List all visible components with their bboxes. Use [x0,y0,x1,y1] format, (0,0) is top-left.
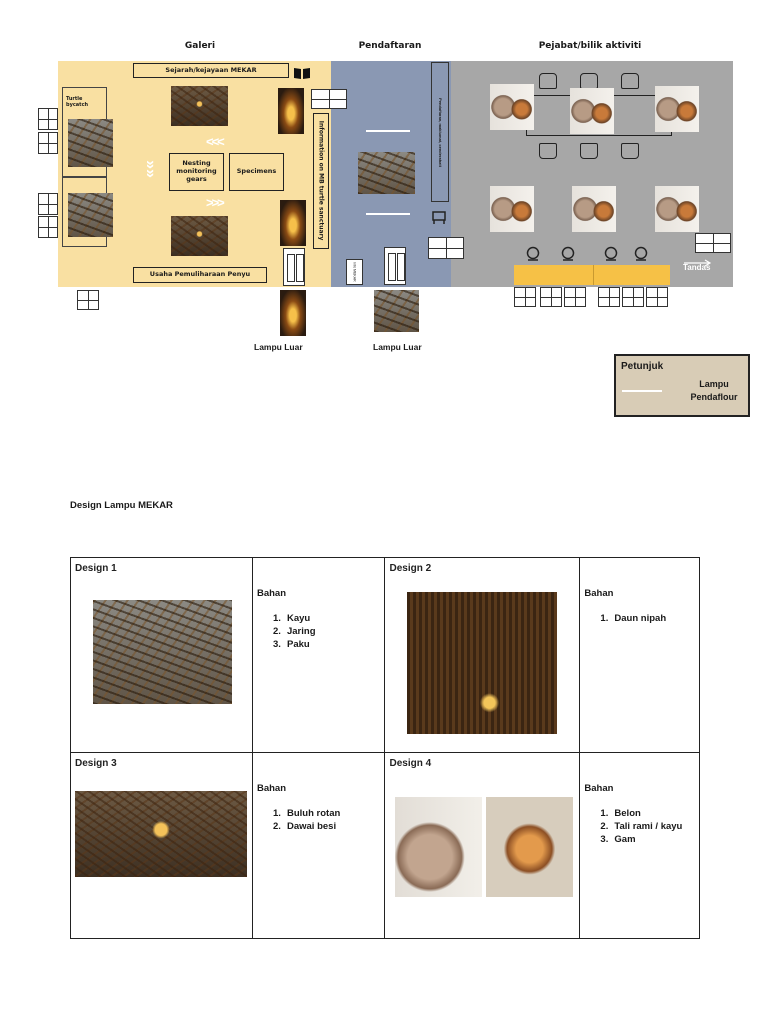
material-item: 2. Tali rami / kayu [600,821,683,832]
pendaftaran-title: Pendaftaran [358,41,422,51]
window [646,287,668,307]
window [38,216,58,238]
chair-icon [621,143,639,159]
material-item: 1. Kayu [272,613,311,624]
material-item: 3. Paku [272,639,310,650]
design-photo-4b [486,797,573,897]
lamp-photo-galeri-left-1 [68,119,113,167]
lamp-photo-galeri-right-1 [278,88,304,134]
design-title-1: Design 1 [75,563,117,574]
stool-icon [603,246,619,262]
design-photo-3 [75,791,247,877]
materials-list-4 [600,808,695,845]
info-kiosk: Info MEKAR [346,259,363,285]
door-pendaftaran[interactable] [384,247,406,285]
window [38,132,58,154]
design-cell-3 [71,753,253,939]
chair-icon [580,73,598,89]
sejarah-label: Sejarah/kejayaan MEKAR [133,63,289,78]
window [77,290,99,310]
chair-icon [539,73,557,89]
nesting-label: Nesting monitoring gears [169,153,224,191]
lamp-photo-outside-2 [374,290,419,332]
design-photo-4 [395,797,575,897]
pejabat-title: Pejabat/bilik aktiviti [538,41,642,51]
design-cell-4 [385,753,580,939]
material-item: 1. Belon [600,808,641,819]
window [514,287,536,307]
lampu-luar-label-2: Lampu Luar [373,342,422,352]
material-item: 1. Daun nipah [600,613,667,624]
specimens-label: Specimens [229,153,284,191]
design-photo-4a [395,797,482,897]
chair-icon [431,211,449,225]
lamp-photo-galeri-right-2 [280,200,306,246]
design-table [70,557,700,939]
bahan-cell-3 [252,753,384,939]
usaha-label: Usaha Pemuliharaan Penyu [133,267,267,283]
legend-item-label: Lampu Pendaflour [690,379,738,402]
design-title-3: Design 3 [75,758,117,769]
lamp-photo-galeri-top [171,86,228,126]
lamp-photo-pejabat-3 [655,86,699,132]
window [38,108,58,130]
design-title-2: Design 2 [389,563,432,574]
pendaftaran-counter-label: Pendaftaran, maklumat, cenderahati [437,97,443,167]
lampu-luar-label-1: Lampu Luar [254,342,303,352]
lamp-photo-pejabat-5 [572,186,616,232]
legend-box [614,354,750,417]
design-photo-1 [93,600,232,704]
lamp-photo-pejabat-1 [490,84,534,130]
tandas-label: Tandas [683,263,711,272]
materials-list-1 [273,613,380,650]
window [622,287,644,307]
bahan-label-3: Bahan [256,783,287,794]
galeri-title: Galeri [184,41,216,51]
chair-icon [621,73,639,89]
counter-divider [593,265,594,285]
arrow-right-icon: >>> [206,195,223,210]
design-heading: Design Lampu MEKAR [70,500,173,511]
fluorescent-lamp [366,130,410,132]
turtle-bycatch-label: Turtle bycatch [66,96,89,108]
arrow-down-icon: »» [141,160,159,178]
bahan-cell-1 [252,558,384,753]
lamp-photo-pejabat-2 [570,88,614,134]
window [564,287,586,307]
lamp-photo-outside-1 [280,290,306,336]
lamp-photo-galeri-bottom [171,216,228,256]
arrow-right-icon [683,254,713,262]
fluorescent-lamp [366,213,410,215]
window [540,287,562,307]
lamp-photo-pendaftaran [358,152,415,194]
material-item: 3. Gam [600,834,636,845]
chair-icon [539,143,557,159]
information-panel [313,113,329,249]
bahan-label-2: Bahan [584,588,614,599]
window [695,233,731,253]
legend-title: Petunjuk [621,361,664,372]
material-item: 2. Jaring [272,626,316,637]
lamp-photo-galeri-left-2 [68,193,113,237]
bahan-cell-2 [580,558,700,753]
book-icon [293,66,311,80]
materials-list-3 [273,808,380,832]
stool-icon [560,246,576,262]
design-photo-2 [407,592,557,734]
material-item: 1. Buluh rotan [272,808,341,819]
window [598,287,620,307]
bahan-cell-4 [580,753,700,939]
chair-icon [580,143,598,159]
lamp-photo-pejabat-6 [655,186,699,232]
stool-icon [525,246,541,262]
window [428,237,464,259]
bahan-label-4: Bahan [584,783,614,794]
counter-bench [514,265,670,285]
pendaftaran-counter [431,62,449,202]
window [311,89,347,109]
materials-list-2 [600,613,695,624]
arrow-left-icon: <<< [206,134,223,149]
material-item: 2. Dawai besi [272,821,337,832]
lamp-photo-pejabat-4 [490,186,534,232]
information-label: Information on MB turtle sanctuary [317,121,325,241]
design-cell-2 [385,558,580,753]
bahan-label-1: Bahan [256,588,287,599]
window [38,193,58,215]
design-title-4: Design 4 [389,758,432,769]
door-galeri[interactable] [283,248,305,286]
legend-lamp-swatch [622,390,662,392]
stool-icon [633,246,649,262]
design-cell-1 [71,558,253,753]
